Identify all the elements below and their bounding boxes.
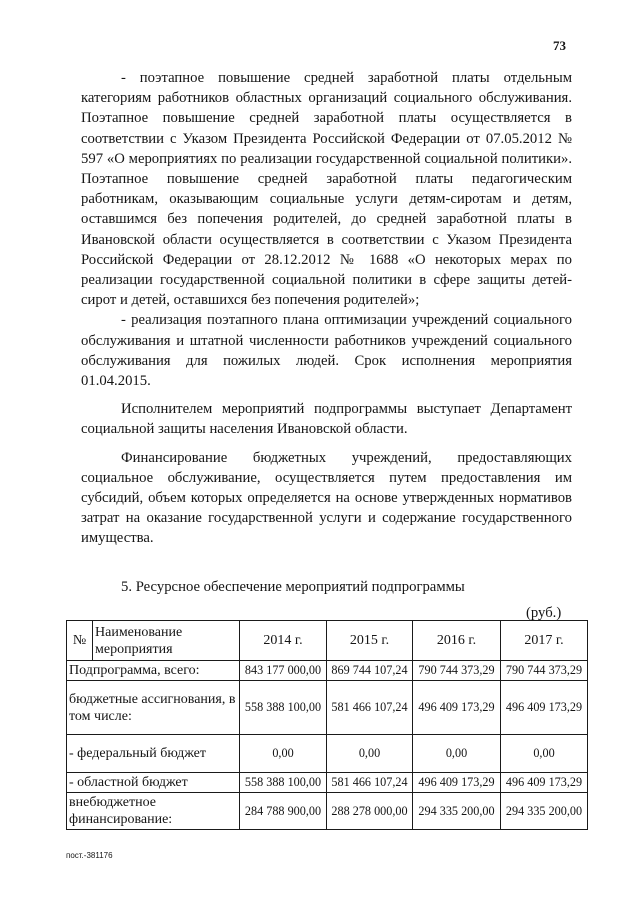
value-cell: 843 177 000,00 <box>240 661 327 681</box>
value-cell: 0,00 <box>327 735 413 773</box>
row-label: внебюджетное финансирование: <box>67 793 240 830</box>
header-year-2017: 2017 г. <box>501 621 588 661</box>
table-row-federal <box>67 735 588 773</box>
header-year-2015: 2015 г. <box>327 621 413 661</box>
section-title: 5. Ресурсное обеспечение мероприятий подпрограммы <box>121 579 465 595</box>
header-year-2016: 2016 г. <box>413 621 501 661</box>
page-number: 73 <box>553 38 566 53</box>
value-cell: 581 466 107,24 <box>327 681 413 735</box>
value-cell: 496 409 173,29 <box>501 773 588 793</box>
value-cell: 294 335 200,00 <box>501 793 588 830</box>
value-cell: 869 744 107,24 <box>327 661 413 681</box>
table-header-row <box>67 621 588 661</box>
value-cell: 0,00 <box>240 735 327 773</box>
value-cell: 496 409 173,29 <box>413 773 501 793</box>
footer-code: пост.-381176 <box>66 851 113 860</box>
value-cell: 284 788 900,00 <box>240 793 327 830</box>
table-row-budget <box>67 681 588 735</box>
resource-table <box>66 620 588 830</box>
unit-note: (руб.) <box>526 605 562 621</box>
table-row-regional <box>67 773 588 793</box>
header-name: Наименование мероприятия <box>93 621 240 661</box>
table-row-total <box>67 661 588 681</box>
body-text <box>81 68 572 549</box>
row-label: бюджетные ассигнования, в том числе: <box>67 681 240 735</box>
paragraph-executor: Исполнителем мероприятий подпрограммы выступает Департамент социальной защиты населения Ивановской области. <box>81 401 572 438</box>
value-cell: 790 744 373,29 <box>501 661 588 681</box>
header-year-2014: 2014 г. <box>240 621 327 661</box>
table-row-off-budget <box>67 793 588 830</box>
value-cell: 0,00 <box>501 735 588 773</box>
value-cell: 558 388 100,00 <box>240 681 327 735</box>
paragraph-financing: Финансирование бюджетных учреждений, предоставляющих социальное обслуживание, осуществляется путем предоставления им субсидий, объем которых определяется на основе утвержденных нормативов затрат на оказание государственной услуги и содержание государственного имущества. <box>81 449 572 547</box>
row-label: - федеральный бюджет <box>67 735 240 773</box>
value-cell: 294 335 200,00 <box>413 793 501 830</box>
value-cell: 558 388 100,00 <box>240 773 327 793</box>
row-label: - областной бюджет <box>67 773 240 793</box>
value-cell: 496 409 173,29 <box>413 681 501 735</box>
value-cell: 581 466 107,24 <box>327 773 413 793</box>
row-label: Подпрограмма, всего: <box>67 661 240 681</box>
value-cell: 0,00 <box>413 735 501 773</box>
value-cell: 496 409 173,29 <box>501 681 588 735</box>
paragraph-salary-increase: - поэтапное повышение средней заработной платы отдельным категориям работников областных организаций социального обслуживания. Поэтапное повышение средней заработной платы осуществляется в соответствии с Указом Президента Российской Федерации от 07.05.2012 № 597 «О мероприятиях по реализации государственной социальной политики». Поэтапное повышение средней заработной платы педагогическим работникам, оказывающим социальные услуги детям-сиротам и детям, оставшимся без попечения родителей, до средней заработной платы в Ивановской области осуществляется в соответствии с Указом Президента Российской Федерации от 28.12.2012 № 1688 «О некоторых мерах по реализации государственной социальной политики в сфере защиты детей-сирот и детей, оставшихся без попечения родителей»; <box>81 70 572 309</box>
value-cell: 790 744 373,29 <box>413 661 501 681</box>
header-number: № <box>67 621 93 661</box>
paragraph-optimization-plan: - реализация поэтапного плана оптимизации учреждений социального обслуживания и штатной численности работников учреждений социального обслуживания для пожилых людей. Срок исполнения мероприятия 01.04.2015. <box>81 312 572 390</box>
value-cell: 288 278 000,00 <box>327 793 413 830</box>
